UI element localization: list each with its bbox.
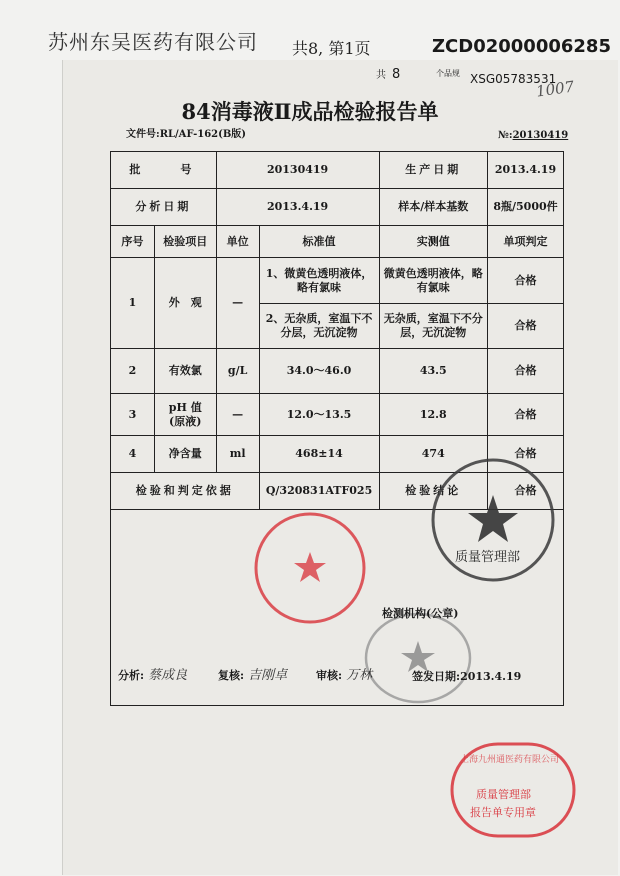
row-standard: 468±14 xyxy=(259,436,379,473)
row-judgement: 合格 xyxy=(488,394,564,436)
row-judgement: 合格 xyxy=(488,436,564,473)
basis-label: 检验和判定依据 xyxy=(111,473,260,510)
sub-code: XSG05783531 xyxy=(470,72,557,86)
report-seal-line1: 质量管理部 xyxy=(476,788,531,801)
sample-value: 8瓶/5000件 xyxy=(488,189,564,226)
report-title: 84消毒液Ⅱ成品检验报告单 xyxy=(181,99,439,124)
info-row-batch xyxy=(111,152,564,189)
row-actual: 无杂质，室温下不分层，无沉淀物 xyxy=(379,304,488,349)
row-actual: 474 xyxy=(379,436,488,473)
analysis-date-value: 2013.4.19 xyxy=(216,189,379,226)
analysis-date-label: 分析日期 xyxy=(111,189,217,226)
report-number: №:20130419 xyxy=(498,130,569,141)
analyst-signature: 分析: 蔡成良 xyxy=(118,668,188,683)
page-info: 共8, 第1页 xyxy=(292,39,371,58)
row-standard: 34.0～46.0 xyxy=(259,349,379,394)
table-row xyxy=(111,349,564,394)
table-row xyxy=(111,394,564,436)
company-name: 苏州东吴医药有限公司 xyxy=(48,30,258,54)
row-item: 净含量 xyxy=(154,436,216,473)
row-standard: 1、微黄色透明液体，略有氯味 xyxy=(259,258,379,304)
approver-signature: 审核: 万林 xyxy=(316,668,373,683)
batch-value: 20130419 xyxy=(216,152,379,189)
row-judgement: 合格 xyxy=(488,258,564,304)
batch-label: 批 号 xyxy=(111,152,217,189)
header-standard: 标准值 xyxy=(259,226,379,258)
dept-stamp-text: 质量管理部 xyxy=(455,550,521,565)
row-no: 4 xyxy=(111,436,155,473)
testing-org-label: 检测机构(公章) xyxy=(382,607,459,620)
file-number: 文件号:RL/AF-162(B版) xyxy=(126,129,247,140)
basis-value: Q/320831ATF025 xyxy=(259,473,379,510)
sample-label: 样本/样本基数 xyxy=(379,189,488,226)
conclusion-value: 合格 xyxy=(488,473,564,510)
row-item: pH 值 (原液) xyxy=(154,394,216,436)
grey-seal-center xyxy=(360,608,476,708)
row-actual: 43.5 xyxy=(379,349,488,394)
header-actual: 实测值 xyxy=(379,226,488,258)
production-date-label: 生产日期 xyxy=(379,152,488,189)
header-no: 序号 xyxy=(111,226,155,258)
production-date-value: 2013.4.19 xyxy=(488,152,564,189)
handwritten-note: 1007 xyxy=(534,77,576,101)
row-item: 外 观 xyxy=(154,258,216,349)
report-seal-line2: 报告单专用章 xyxy=(470,806,536,819)
table-header-row xyxy=(111,226,564,258)
row-no: 2 xyxy=(111,349,155,394)
row-judgement: 合格 xyxy=(488,349,564,394)
row-unit: ml xyxy=(216,436,259,473)
issue-date: 签发日期:2013.4.19 xyxy=(412,670,522,683)
conclusion-label: 检验结论 xyxy=(379,473,488,510)
report-seal-ring: 上海九州通医药有限公司 xyxy=(460,755,560,765)
row-standard: 2、无杂质，室温下不分层，无沉淀物 xyxy=(259,304,379,349)
row-unit: g/L xyxy=(216,349,259,394)
row-no: 1 xyxy=(111,258,155,349)
row-actual: 12.8 xyxy=(379,394,488,436)
row-unit: — xyxy=(216,258,259,349)
document-code: ZCD02000006285 xyxy=(432,36,611,57)
info-row-analysis xyxy=(111,189,564,226)
row-no: 3 xyxy=(111,394,155,436)
row-unit: — xyxy=(216,394,259,436)
red-seal-left xyxy=(250,508,370,628)
item-count: 共 8 xyxy=(376,67,401,82)
row-standard: 12.0～13.5 xyxy=(259,394,379,436)
company-seal-dark xyxy=(428,455,558,585)
row-actual: 微黄色透明液体，略有氯味 xyxy=(379,258,488,304)
row-item: 有效氯 xyxy=(154,349,216,394)
header-judgement: 单项判定 xyxy=(488,226,564,258)
table-row xyxy=(111,258,564,304)
header-unit: 单位 xyxy=(216,226,259,258)
row-judgement: 合格 xyxy=(488,304,564,349)
reviewer-signature: 复核: 吉刚卓 xyxy=(218,668,288,683)
item-unit: 个品规 xyxy=(436,69,460,78)
header-item: 检验项目 xyxy=(154,226,216,258)
